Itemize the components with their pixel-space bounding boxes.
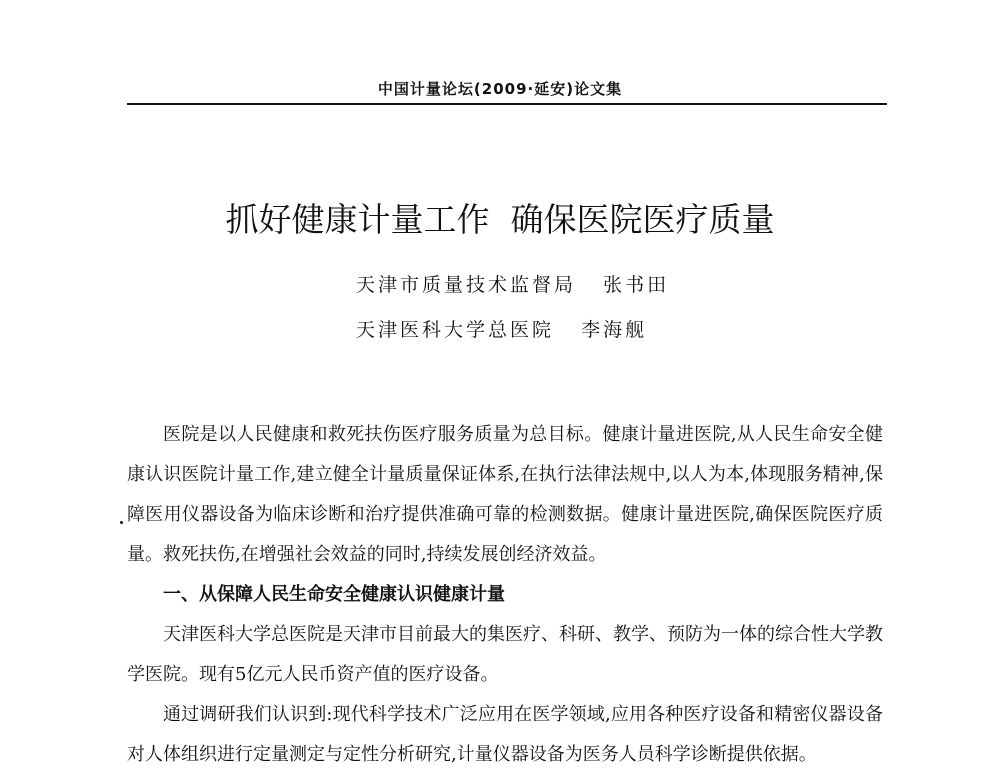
- author-line-1: 天津市质量技术监督局 张书田: [356, 274, 670, 296]
- paragraph-2: 天津医科大学总医院是天津市目前最大的集医疗、科研、教学、预防为一体的综合性大学教学医院。现有5亿元人民币资产值的医疗设备。: [127, 624, 883, 685]
- section-1-heading: 一、从保障人民生命安全健康认识健康计量: [163, 584, 505, 605]
- author-line-2: 天津医科大学总医院 李海舰: [356, 319, 648, 341]
- paragraph-1: 医院是以人民健康和救死扶伤医疗服务质量为总目标。健康计量进医院,从人民生命安全健康认识医院计量工作,建立健全计量质量保证体系,在执行法律法规中,以人为本,体现服务精神,保障医用仪器设备为临床诊断和治疗提供准确可靠的检测数据。健康计量进医院,确保医院医疗质量。救死扶伤,在增强社会效益的同时,持续发展创经济效益。: [127, 424, 883, 565]
- body-text: [127, 415, 883, 775]
- margin-mark: [120, 521, 123, 524]
- running-header: 中国计量论坛(2009·延安)论文集: [377, 80, 623, 98]
- paragraph-3: 通过调研我们认识到:现代科学技术广泛应用在医学领域,应用各种医疗设备和精密仪器设备对人体组织进行定量测定与定性分析研究,计量仪器设备为医务人员科学诊断提供依据。: [127, 704, 883, 765]
- header-rule: [127, 103, 887, 105]
- paper-title: 抓好健康计量工作 确保医院医疗质量: [225, 200, 775, 239]
